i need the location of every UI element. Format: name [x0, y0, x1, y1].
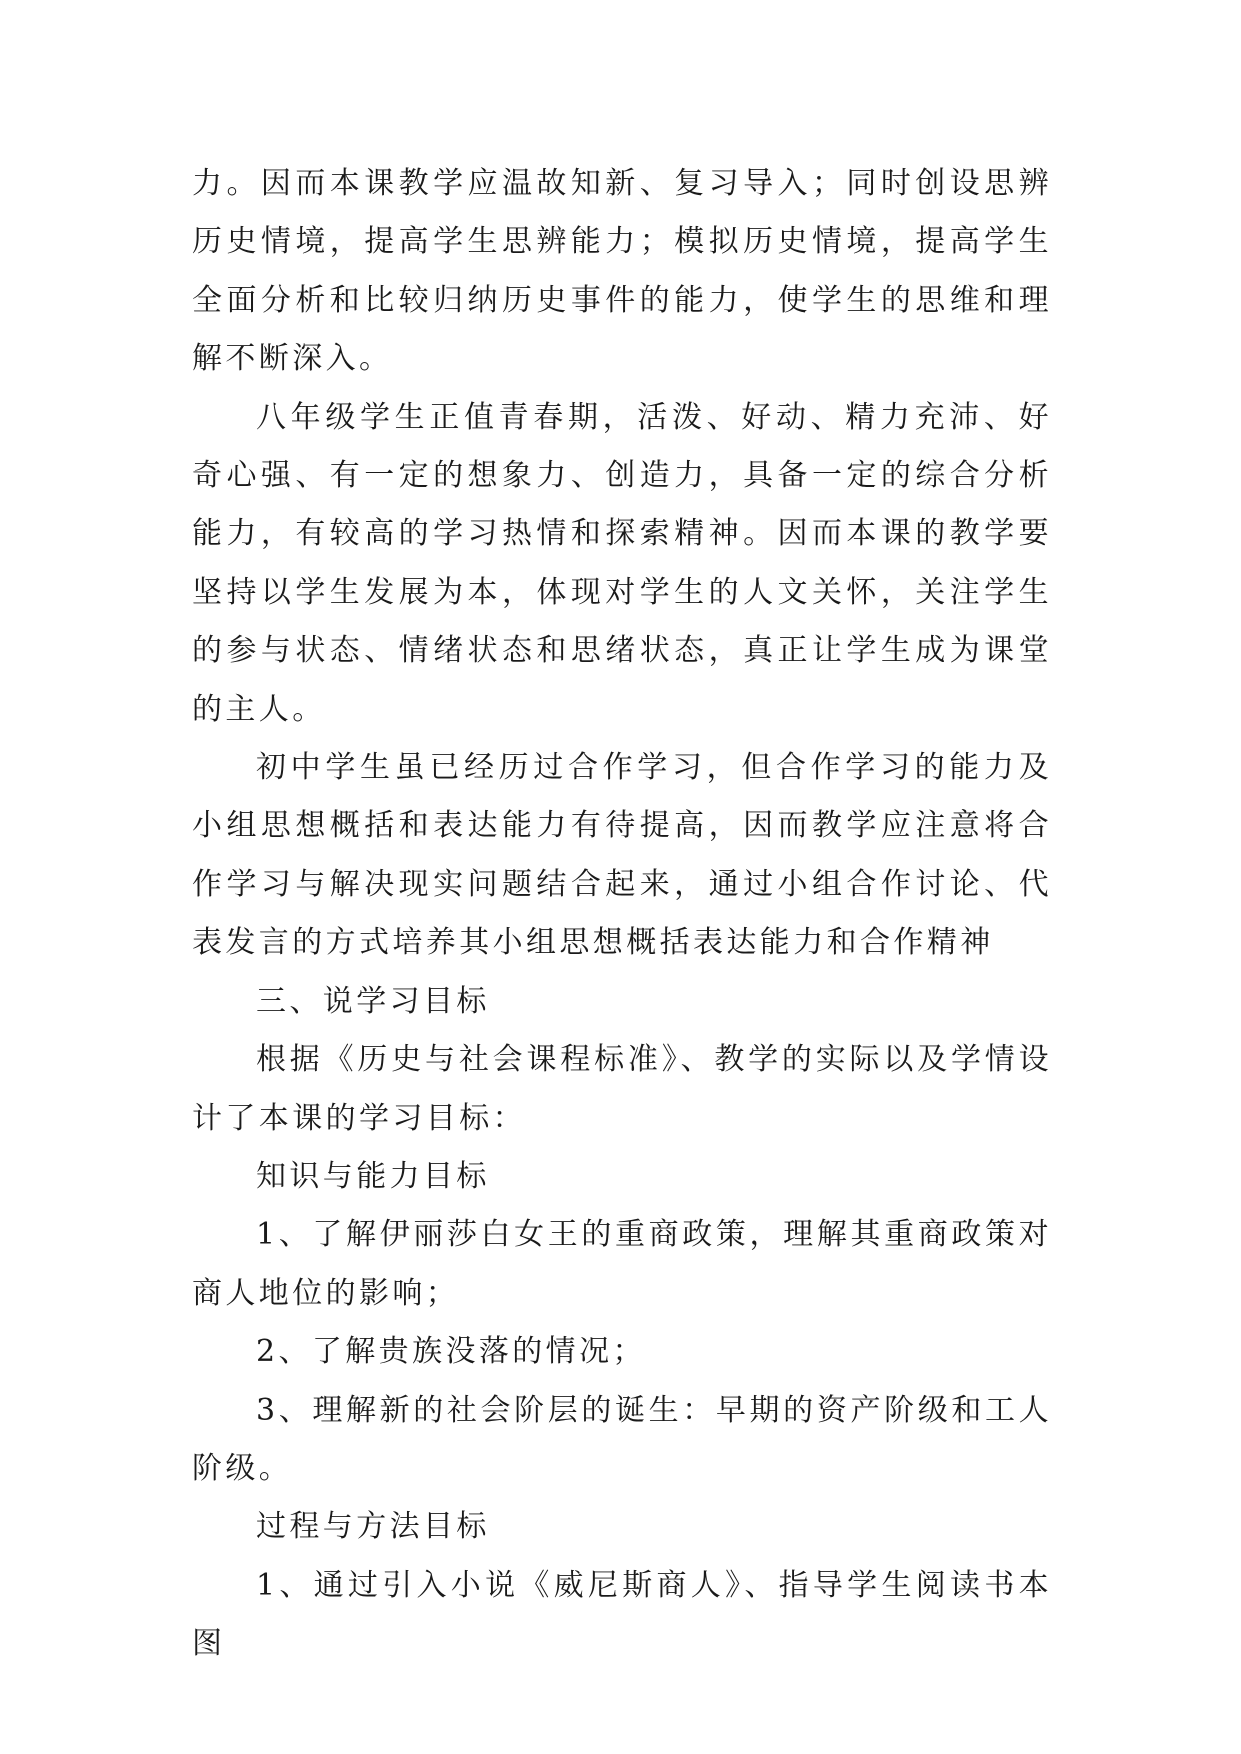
subheading-process-method: 过程与方法目标 [256, 1509, 490, 1545]
list-item-goal-3: 3、理解新的社会阶层的诞生：早期的资产阶级和工人阶级。 [192, 1392, 1052, 1486]
paragraph-goals-intro: 根据《历史与社会课程标准》、教学的实际以及学情设计了本课的学习目标： [192, 1042, 1052, 1136]
document-body [192, 155, 1052, 1674]
list-item-process-1: 1、通过引入小说《威尼斯商人》、指导学生阅读书本图 [192, 1567, 1052, 1662]
subheading-knowledge-ability: 知识与能力目标 [256, 1158, 490, 1194]
paragraph-continuation: 力。因而本课教学应温故知新、复习导入；同时创设思辨历史情境，提高学生思辨能力；模拟历史情境，提高学生全面分析和比较归纳历史事件的能力，使学生的思维和理解不断深入。 [192, 166, 1052, 377]
section-heading-learning-goals: 三、说学习目标 [256, 983, 490, 1019]
list-item-goal-2: 2、了解贵族没落的情况； [256, 1334, 646, 1370]
paragraph-student-traits: 八年级学生正值青春期，活泼、好动、精力充沛、好奇心强、有一定的想象力、创造力，具备一定的综合分析能力，有较高的学习热情和探索精神。因而本课的教学要坚持以学生发展为本，体现对学生的人文关怀，关注学生的参与状态、情绪状态和思绪状态，真正让学生成为课堂的主人。 [192, 399, 1052, 727]
list-item-goal-1: 1、了解伊丽莎白女王的重商政策，理解其重商政策对商人地位的影响； [192, 1217, 1052, 1311]
paragraph-cooperative-learning: 初中学生虽已经历过合作学习，但合作学习的能力及小组思想概括和表达能力有待提高，因而教学应注意将合作学习与解决现实问题结合起来，通过小组合作讨论、代表发言的方式培养其小组思想概括表达能力和合作精神 [192, 750, 1052, 961]
